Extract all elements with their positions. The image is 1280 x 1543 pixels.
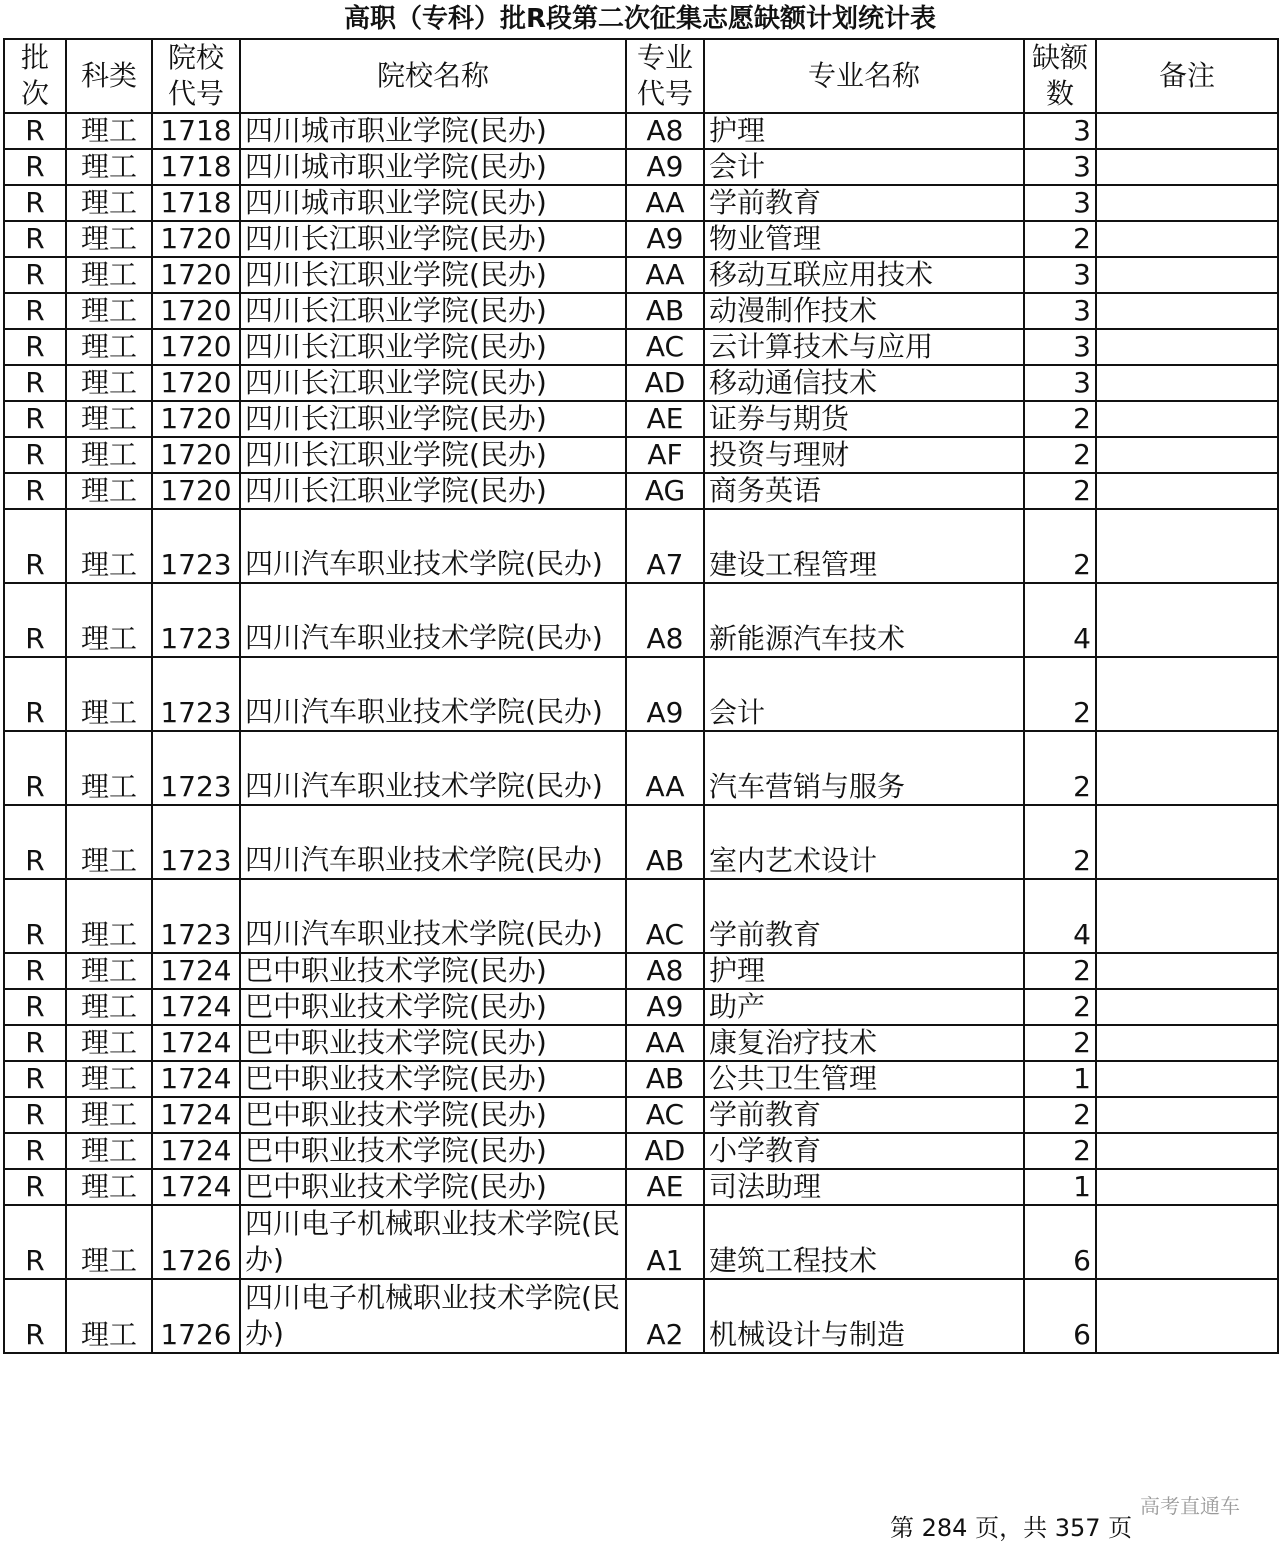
cell-school-name: 巴中职业技术学院(民办) [240,1133,626,1169]
cell-category: 理工 [66,221,152,257]
cell-remarks [1096,509,1278,583]
cell-major-code: AA [626,1025,704,1061]
cell-major-name: 司法助理 [704,1169,1024,1205]
cell-batch: R [4,1025,66,1061]
table-row [4,1097,1278,1133]
cell-remarks [1096,257,1278,293]
table-row [4,1133,1278,1169]
cell-major-name: 小学教育 [704,1133,1024,1169]
cell-batch: R [4,185,66,221]
cell-category: 理工 [66,509,152,583]
cell-school-code: 1724 [152,1061,240,1097]
cell-category: 理工 [66,1169,152,1205]
cell-remarks [1096,731,1278,805]
cell-batch: R [4,509,66,583]
cell-batch: R [4,149,66,185]
table-row [4,149,1278,185]
cell-major-code: AC [626,1097,704,1133]
cell-vacancy: 2 [1024,437,1096,473]
cell-school-code: 1718 [152,113,240,149]
cell-vacancy: 2 [1024,1133,1096,1169]
cell-major-name: 康复治疗技术 [704,1025,1024,1061]
cell-school-code: 1720 [152,401,240,437]
cell-major-name: 建筑工程技术 [704,1205,1024,1279]
cell-category: 理工 [66,401,152,437]
page-footer: 第 284 页，共 357 页 [890,1514,1133,1542]
cell-category: 理工 [66,879,152,953]
cell-category: 理工 [66,437,152,473]
cell-school-code: 1723 [152,879,240,953]
cell-school-code: 1720 [152,329,240,365]
cell-batch: R [4,583,66,657]
cell-school-code: 1724 [152,1169,240,1205]
cell-category: 理工 [66,113,152,149]
cell-school-name: 四川长江职业学院(民办) [240,437,626,473]
cell-school-name: 巴中职业技术学院(民办) [240,1169,626,1205]
cell-major-code: AA [626,257,704,293]
cell-major-name: 学前教育 [704,185,1024,221]
header-batch: 批次 [4,39,66,113]
cell-remarks [1096,437,1278,473]
cell-remarks [1096,329,1278,365]
table-row [4,113,1278,149]
cell-school-name: 巴中职业技术学院(民办) [240,1097,626,1133]
cell-major-code: AA [626,185,704,221]
cell-school-name: 巴中职业技术学院(民办) [240,953,626,989]
cell-school-name: 四川长江职业学院(民办) [240,221,626,257]
cell-vacancy: 6 [1024,1205,1096,1279]
header-major-name: 专业名称 [704,39,1024,113]
cell-school-name: 四川城市职业学院(民办) [240,113,626,149]
cell-school-name: 四川长江职业学院(民办) [240,257,626,293]
cell-category: 理工 [66,293,152,329]
cell-major-code: A9 [626,989,704,1025]
cell-vacancy: 2 [1024,473,1096,509]
header-school-name: 院校名称 [240,39,626,113]
cell-major-code: A2 [626,1279,704,1353]
header-major-code: 专业代号 [626,39,704,113]
cell-school-code: 1724 [152,1025,240,1061]
cell-remarks [1096,365,1278,401]
cell-remarks [1096,185,1278,221]
table-row [4,473,1278,509]
cell-major-name: 动漫制作技术 [704,293,1024,329]
cell-school-name: 四川电子机械职业技术学院(民办) [240,1279,626,1353]
cell-category: 理工 [66,1205,152,1279]
table-row [4,953,1278,989]
header-category: 科类 [66,39,152,113]
cell-vacancy: 2 [1024,401,1096,437]
cell-school-code: 1723 [152,657,240,731]
cell-batch: R [4,437,66,473]
cell-school-name: 四川汽车职业技术学院(民办) [240,509,626,583]
cell-school-name: 四川长江职业学院(民办) [240,473,626,509]
cell-school-code: 1726 [152,1205,240,1279]
cell-remarks [1096,583,1278,657]
cell-vacancy: 4 [1024,583,1096,657]
cell-vacancy: 2 [1024,509,1096,583]
cell-batch: R [4,401,66,437]
cell-vacancy: 2 [1024,989,1096,1025]
cell-major-name: 新能源汽车技术 [704,583,1024,657]
cell-school-name: 四川城市职业学院(民办) [240,149,626,185]
cell-remarks [1096,401,1278,437]
table-row [4,1205,1278,1279]
table-row [4,989,1278,1025]
cell-school-code: 1723 [152,805,240,879]
cell-vacancy: 3 [1024,149,1096,185]
table-row [4,185,1278,221]
cell-major-name: 物业管理 [704,221,1024,257]
table-row [4,657,1278,731]
cell-major-code: A8 [626,583,704,657]
header-school-code: 院校代号 [152,39,240,113]
cell-vacancy: 2 [1024,805,1096,879]
cell-batch: R [4,1205,66,1279]
cell-major-code: AD [626,365,704,401]
cell-school-code: 1720 [152,437,240,473]
cell-school-code: 1724 [152,1133,240,1169]
cell-vacancy: 1 [1024,1169,1096,1205]
cell-major-code: AD [626,1133,704,1169]
table-row [4,257,1278,293]
table-row [4,1025,1278,1061]
cell-vacancy: 3 [1024,185,1096,221]
cell-school-code: 1720 [152,293,240,329]
cell-school-code: 1723 [152,731,240,805]
cell-batch: R [4,879,66,953]
cell-school-name: 四川长江职业学院(民办) [240,365,626,401]
cell-vacancy: 3 [1024,113,1096,149]
cell-school-code: 1720 [152,221,240,257]
cell-major-name: 移动通信技术 [704,365,1024,401]
quota-table [3,38,1279,1354]
cell-vacancy: 2 [1024,657,1096,731]
cell-vacancy: 3 [1024,329,1096,365]
cell-category: 理工 [66,1061,152,1097]
cell-major-name: 建设工程管理 [704,509,1024,583]
header-vacancy: 缺额数 [1024,39,1096,113]
cell-remarks [1096,221,1278,257]
cell-remarks [1096,1061,1278,1097]
cell-major-code: AA [626,731,704,805]
cell-vacancy: 2 [1024,731,1096,805]
cell-major-code: A9 [626,221,704,257]
cell-remarks [1096,657,1278,731]
cell-school-name: 四川长江职业学院(民办) [240,401,626,437]
table-row [4,1279,1278,1353]
cell-major-code: AC [626,879,704,953]
table-row [4,293,1278,329]
cell-category: 理工 [66,1097,152,1133]
cell-vacancy: 2 [1024,1025,1096,1061]
cell-batch: R [4,329,66,365]
cell-major-code: AE [626,401,704,437]
cell-major-code: A9 [626,149,704,185]
cell-school-name: 四川汽车职业技术学院(民办) [240,731,626,805]
cell-major-code: A8 [626,953,704,989]
cell-major-name: 云计算技术与应用 [704,329,1024,365]
cell-major-code: A8 [626,113,704,149]
cell-batch: R [4,657,66,731]
header-row [4,39,1278,113]
cell-remarks [1096,989,1278,1025]
cell-school-code: 1720 [152,365,240,401]
cell-category: 理工 [66,149,152,185]
cell-major-name: 移动互联应用技术 [704,257,1024,293]
cell-major-code: A7 [626,509,704,583]
watermark-text: 高考直通车 [1140,1494,1240,1518]
cell-school-name: 四川城市职业学院(民办) [240,185,626,221]
table-row [4,805,1278,879]
cell-school-name: 四川汽车职业技术学院(民办) [240,879,626,953]
cell-major-name: 机械设计与制造 [704,1279,1024,1353]
cell-school-code: 1718 [152,185,240,221]
cell-major-code: A1 [626,1205,704,1279]
cell-batch: R [4,1279,66,1353]
table-body [4,113,1278,1353]
cell-school-name: 巴中职业技术学院(民办) [240,1025,626,1061]
cell-major-code: AF [626,437,704,473]
cell-remarks [1096,149,1278,185]
cell-category: 理工 [66,583,152,657]
cell-batch: R [4,805,66,879]
cell-remarks [1096,805,1278,879]
cell-school-name: 四川长江职业学院(民办) [240,293,626,329]
cell-category: 理工 [66,805,152,879]
cell-batch: R [4,293,66,329]
cell-category: 理工 [66,731,152,805]
cell-category: 理工 [66,989,152,1025]
cell-category: 理工 [66,1279,152,1353]
table-row [4,1061,1278,1097]
cell-major-name: 室内艺术设计 [704,805,1024,879]
cell-batch: R [4,113,66,149]
cell-school-code: 1724 [152,1097,240,1133]
cell-remarks [1096,1133,1278,1169]
cell-major-name: 会计 [704,149,1024,185]
cell-school-name: 巴中职业技术学院(民办) [240,1061,626,1097]
cell-vacancy: 1 [1024,1061,1096,1097]
table-row [4,1169,1278,1205]
cell-school-code: 1724 [152,953,240,989]
header-remarks: 备注 [1096,39,1278,113]
cell-batch: R [4,473,66,509]
cell-remarks [1096,879,1278,953]
cell-vacancy: 6 [1024,1279,1096,1353]
cell-school-name: 四川电子机械职业技术学院(民办) [240,1205,626,1279]
cell-remarks [1096,293,1278,329]
cell-vacancy: 2 [1024,221,1096,257]
cell-category: 理工 [66,953,152,989]
table-row [4,731,1278,805]
cell-batch: R [4,989,66,1025]
cell-vacancy: 3 [1024,257,1096,293]
cell-batch: R [4,257,66,293]
cell-remarks [1096,1025,1278,1061]
cell-vacancy: 4 [1024,879,1096,953]
cell-batch: R [4,1061,66,1097]
cell-batch: R [4,953,66,989]
cell-school-code: 1720 [152,257,240,293]
cell-category: 理工 [66,257,152,293]
cell-batch: R [4,221,66,257]
cell-batch: R [4,365,66,401]
cell-major-name: 学前教育 [704,879,1024,953]
cell-school-code: 1726 [152,1279,240,1353]
table-row [4,365,1278,401]
cell-major-name: 汽车营销与服务 [704,731,1024,805]
cell-remarks [1096,113,1278,149]
cell-school-name: 巴中职业技术学院(民办) [240,989,626,1025]
cell-school-code: 1718 [152,149,240,185]
cell-school-name: 四川汽车职业技术学院(民办) [240,805,626,879]
cell-category: 理工 [66,473,152,509]
cell-major-name: 商务英语 [704,473,1024,509]
cell-major-code: AB [626,1061,704,1097]
cell-major-name: 公共卫生管理 [704,1061,1024,1097]
table-row [4,401,1278,437]
table-title: 高职（专科）批R段第二次征集志愿缺额计划统计表 [343,4,937,34]
cell-category: 理工 [66,657,152,731]
cell-batch: R [4,1097,66,1133]
cell-school-code: 1724 [152,989,240,1025]
cell-remarks [1096,1279,1278,1353]
cell-vacancy: 3 [1024,365,1096,401]
table-row [4,221,1278,257]
cell-school-name: 四川汽车职业技术学院(民办) [240,657,626,731]
cell-category: 理工 [66,329,152,365]
cell-major-name: 会计 [704,657,1024,731]
cell-vacancy: 3 [1024,293,1096,329]
cell-category: 理工 [66,1025,152,1061]
cell-major-name: 护理 [704,113,1024,149]
table-row [4,879,1278,953]
cell-major-name: 助产 [704,989,1024,1025]
cell-major-code: AB [626,293,704,329]
cell-major-code: AB [626,805,704,879]
cell-major-code: AC [626,329,704,365]
cell-school-code: 1723 [152,583,240,657]
cell-school-name: 四川长江职业学院(民办) [240,329,626,365]
cell-school-code: 1723 [152,509,240,583]
cell-remarks [1096,1169,1278,1205]
cell-vacancy: 2 [1024,1097,1096,1133]
cell-major-name: 投资与理财 [704,437,1024,473]
table-row [4,509,1278,583]
cell-school-name: 四川汽车职业技术学院(民办) [240,583,626,657]
cell-major-code: A9 [626,657,704,731]
cell-school-code: 1720 [152,473,240,509]
cell-batch: R [4,731,66,805]
cell-batch: R [4,1133,66,1169]
cell-major-name: 证券与期货 [704,401,1024,437]
cell-major-name: 学前教育 [704,1097,1024,1133]
cell-major-name: 护理 [704,953,1024,989]
cell-category: 理工 [66,1133,152,1169]
cell-vacancy: 2 [1024,953,1096,989]
table-row [4,583,1278,657]
cell-remarks [1096,1097,1278,1133]
cell-remarks [1096,1205,1278,1279]
table-row [4,437,1278,473]
cell-batch: R [4,1169,66,1205]
cell-remarks [1096,473,1278,509]
table-row [4,329,1278,365]
cell-category: 理工 [66,185,152,221]
cell-major-code: AG [626,473,704,509]
cell-category: 理工 [66,365,152,401]
cell-major-code: AE [626,1169,704,1205]
cell-remarks [1096,953,1278,989]
